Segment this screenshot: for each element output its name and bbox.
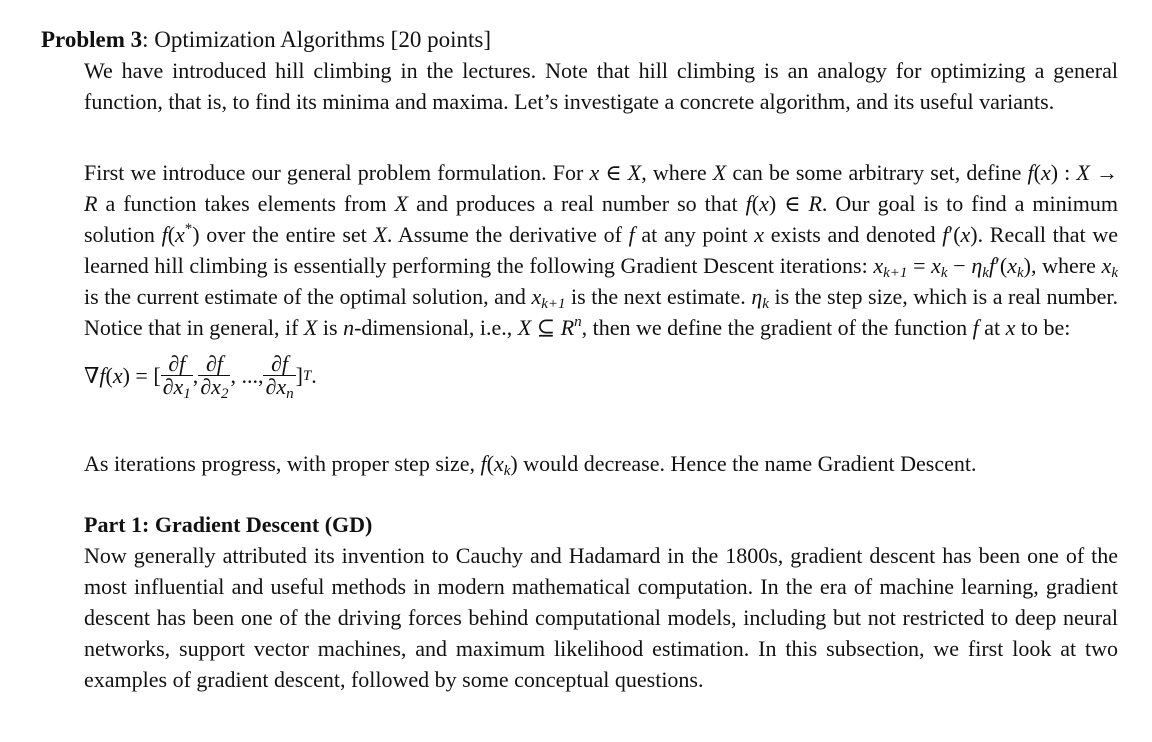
problem-label: Problem 3 <box>41 27 143 52</box>
part1-text: Now generally attributed its invention to Cauchy and Hadamard in the 1800s, gradient descent has been one of the most influential and useful methods in modern mathematical computation. In the era of machine learning, gradient descent has been one of the driving forces behind computational models, including but not restricted to deep neural networks, support vector machines, and maximum likelihood estimation. In this subsection, we first look at two examples of gradient descent, followed by some conceptual questions. <box>84 543 1118 692</box>
progress-paragraph <box>84 448 1118 479</box>
progress-text: As iterations progress, with proper step size, $f(x_k)$ would decrease. Hence the name Gradient Descent. <box>84 451 977 479</box>
formulation-paragraph <box>84 157 1118 405</box>
intro-text: We have introduced hill climbing in the lectures. Note that hill climbing is an analogy for optimizing a general function, that is, to find its minima and maxima. Let’s investigate a concrete algorithm, and its useful variants. <box>84 58 1118 114</box>
gradient-equation: ∇ f ( x ) = [ $\frac{\partial f}{\partial x_1}$ , $\frac{\partial f}{\partial x_2}$ , ..., $\frac{\partial f}{\partial x_n}$ ] T . <box>84 351 317 402</box>
part1-title: Part 1: Gradient Descent (GD) <box>84 512 373 537</box>
problem-title: : Optimization Algorithms [20 points] <box>142 27 491 52</box>
problem-heading <box>41 24 491 55</box>
intro-paragraph <box>84 55 1118 117</box>
part1-section <box>84 509 1118 695</box>
formulation-text: First we introduce our general problem formulation. For x ∈ X, where X can be some arbitrary set, define f(x) : X → R a function takes elements from X and produces a real number so that f(x) ∈ R. Our goal is to find a minimum solution f(x*) over the entire set X. Assume the derivative of f at any point x exists and denoted f′(x). Recall that we learned hill climbing is essentially performing the following Gradient Descent iterations: $x_{k+1} = x_k - \eta_kf'(x_k)$, where $x_k$ is the current estimate of the optimal solution, and $x_{k+1}$ is the next estimate. $\eta_k$ is the step size, which is a real number. Notice that in general, if X is n-dimensional, i.e., X ⊆ $R^n$, then we define the gradient of the function f at x to be: <box>84 160 1118 340</box>
